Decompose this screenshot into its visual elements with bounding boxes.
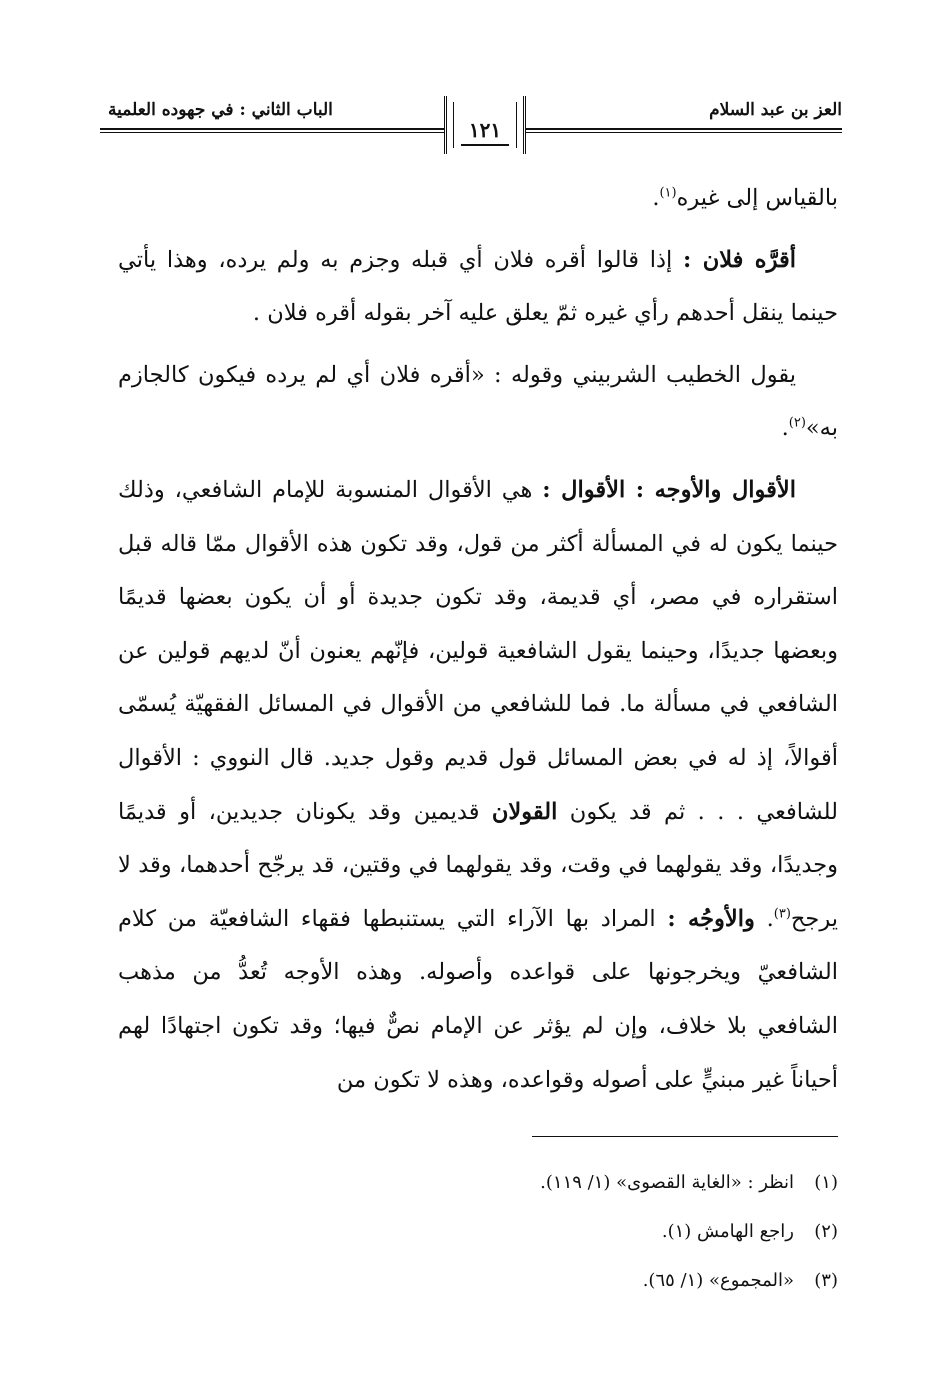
footnote-1 bbox=[300, 1158, 838, 1207]
main-text bbox=[118, 172, 838, 1115]
footnote-text-1: انظر : «الغاية القصوى» (١/ ١١٩). bbox=[540, 1172, 794, 1193]
paragraph-4 bbox=[118, 464, 838, 1107]
page-number-frame bbox=[444, 96, 526, 154]
footnote-ref-1[interactable]: (١) bbox=[659, 185, 677, 201]
paragraph-4-part-4: المراد بها الآراء التي يستنبطها فقهاء الشافعيّة من كلام الشافعيّ ويخرجونها على قواعده وأصوله. وهذه الأوجه تُعدُّ من مذهب الشافعي بلا خلاف، وإن لم يؤثر عن الإمام نصٌّ فيها؛ وقد تكون اجتهادًا لهم أحياناً غير مبنيٍّ على أصوله وقواعده، وهذه لا تكون من bbox=[118, 905, 838, 1093]
paragraph-3 bbox=[118, 349, 838, 456]
footnote-ref-2[interactable]: (٢) bbox=[788, 415, 806, 431]
paragraph-2 bbox=[118, 234, 838, 341]
term-aqarrahu: أقرَّه فلان : bbox=[683, 246, 796, 273]
footnote-number-1: (١) bbox=[814, 1172, 838, 1193]
footnote-text-2: راجع الهامش (١). bbox=[661, 1221, 794, 1242]
footnotes bbox=[300, 1158, 838, 1305]
running-header bbox=[100, 96, 842, 166]
page-number: ١٢١ bbox=[468, 118, 502, 142]
paragraph-2-text: إذا قالوا أقره فلان أي قبله وجزم به ولم يرده، وهذا يأتي حينما ينقل أحدهم رأي غيره ثمّ يعلق عليه آخر بقوله أقره فلان . bbox=[118, 246, 838, 327]
page-number-underline bbox=[461, 144, 509, 146]
term-aqwal: الأقوال والأوجه : الأقوال : bbox=[542, 476, 797, 503]
footnote-ref-3[interactable]: (٣) bbox=[773, 906, 791, 922]
paragraph-1 bbox=[118, 172, 838, 226]
paragraph-4-part-2: قديمين وقد يكونان جديدين، أو قديمًا وجديدًا، وقد يقولهما في وقت، وقد يقولهما في وقتين، قد يرجّح أحدهما، وقد لا يرجح bbox=[118, 798, 838, 932]
footnote-number-3: (٣) bbox=[814, 1270, 838, 1291]
term-qawlan: القولان bbox=[491, 798, 558, 825]
footnote-separator bbox=[532, 1136, 838, 1137]
paragraph-3-text: يقول الخطيب الشربيني وقوله : «أقره فلان أي لم يرده فيكون كالجازم به» bbox=[118, 361, 838, 442]
footnote-2 bbox=[300, 1207, 838, 1256]
footnote-3 bbox=[300, 1256, 838, 1305]
paragraph-1-tail: . bbox=[652, 185, 660, 211]
paragraph-1-text: بالقياس إلى غيره bbox=[676, 185, 838, 211]
term-awjuh: والأوجُه : bbox=[667, 905, 755, 932]
footnote-number-2: (٢) bbox=[814, 1221, 838, 1242]
chapter-title: الباب الثاني : في جهوده العلمية bbox=[108, 100, 333, 120]
paragraph-4-part-1: هي الأقوال المنسوبة للإمام الشافعي، وذلك حينما يكون له في المسألة أكثر من قول، وقد تكون هذه الأقوال ممّا قاله قبل استقراره في مصر، أي قديمة، وقد تكون جديدة أو أن يكون بعضها قديمًا وبعضها جديدًا، وحينما يقول الشافعية قولين، فإنّهم يعنون أنّ لديهم قولين عن الشافعي في مسألة ما. فما للشافعي من الأقوال في المسائل الفقهيّة يُسمّى أقوالاً، إذ له في بعض المسائل قول قديم وقول جديد. قال النووي : الأقوال للشافعي . . . ثم قد يكون bbox=[118, 476, 838, 825]
paragraph-4-part-3: . bbox=[754, 905, 774, 932]
paragraph-3-tail: . bbox=[781, 415, 789, 442]
footnote-text-3: «المجموع» (١/ ٦٥). bbox=[642, 1270, 794, 1291]
book-title: العز بن عبد السلام bbox=[709, 100, 842, 120]
